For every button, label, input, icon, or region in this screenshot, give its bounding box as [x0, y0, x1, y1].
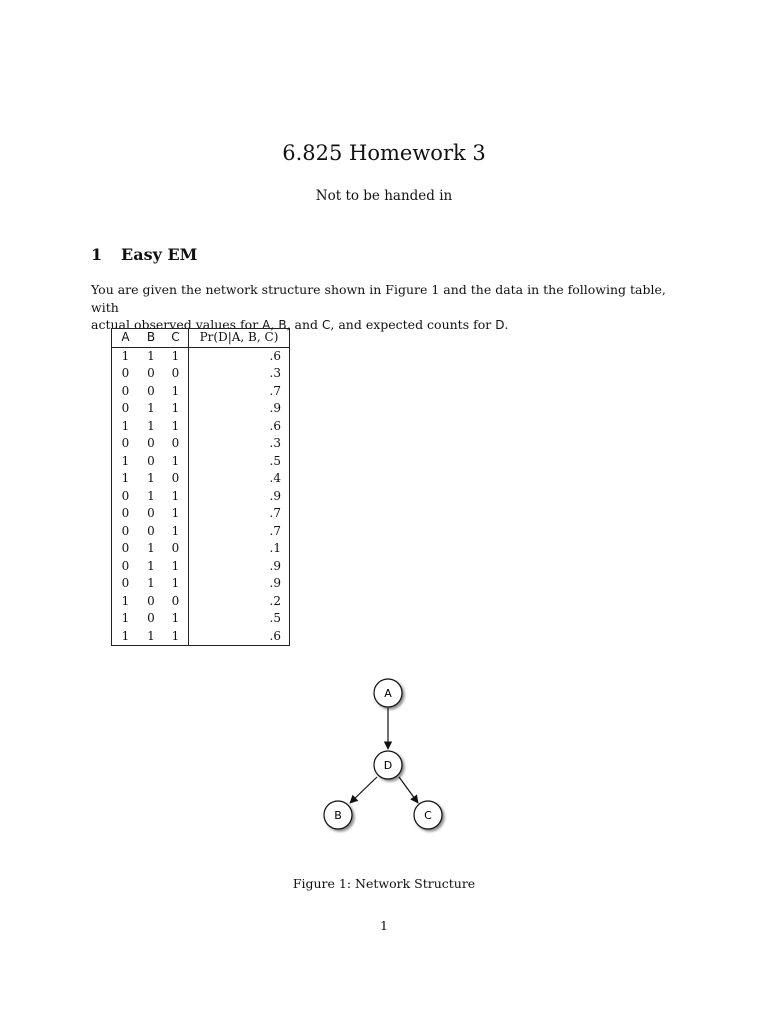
cell-c: 1 — [171, 558, 180, 573]
cell-b: 0 — [147, 611, 155, 625]
table-row — [112, 593, 290, 611]
cell-a: 0 — [121, 541, 130, 555]
table-row — [112, 365, 290, 383]
paragraph-separator: , — [270, 317, 279, 332]
cell-c: 0 — [171, 541, 180, 555]
cell-b: 1 — [147, 558, 155, 573]
cell-b: 1 — [147, 628, 155, 643]
page-number: 1 — [380, 918, 388, 933]
cell-c: 0 — [171, 436, 180, 450]
cell-probability: .9 — [189, 558, 290, 576]
table-row — [112, 418, 290, 436]
cell-a: 0 — [121, 576, 130, 590]
cell-a: 0 — [121, 558, 130, 573]
paragraph-line-1: You are given the network structure shown in Figure 1 and the data in the following table, with — [91, 282, 666, 315]
variable-a: A — [262, 318, 271, 332]
cell-probability: .6 — [189, 628, 290, 646]
cell-probability: .6 — [189, 418, 290, 436]
cell-probability: .3 — [189, 435, 290, 453]
node-a-label: A — [384, 687, 392, 700]
cell-c: 1 — [171, 611, 180, 625]
cell-c: 1 — [171, 383, 180, 398]
cell-a: 0 — [121, 366, 130, 380]
table-row — [112, 505, 290, 523]
table-row — [112, 347, 290, 365]
table-row — [112, 610, 290, 628]
cell-b: 0 — [147, 383, 155, 398]
cell-a: 1 — [121, 471, 130, 485]
paragraph-line-2: actual observed values for — [91, 317, 263, 332]
cell-a: 0 — [121, 488, 130, 503]
cell-probability: .9 — [189, 575, 290, 593]
cell-c: 1 — [171, 506, 180, 520]
table-row — [112, 435, 290, 453]
cell-a: 1 — [121, 348, 130, 363]
document-title: 6.825 Homework 3 — [282, 141, 486, 165]
cell-a: 0 — [121, 523, 130, 538]
cell-c: 1 — [171, 488, 180, 503]
cell-probability: .9 — [189, 400, 290, 418]
cell-b: 1 — [147, 418, 155, 433]
paragraph-period: . — [504, 317, 509, 332]
table-row — [112, 575, 290, 593]
cell-b: 1 — [147, 576, 155, 590]
table-header-row — [112, 329, 290, 348]
cell-c: 1 — [171, 401, 180, 415]
table-row — [112, 540, 290, 558]
cell-c: 1 — [171, 453, 180, 468]
cell-b: 1 — [147, 401, 155, 415]
cell-a: 1 — [121, 611, 130, 625]
figure-caption: Figure 1: Network Structure — [292, 876, 476, 891]
table-row — [112, 470, 290, 488]
table-row — [112, 488, 290, 506]
cell-probability: .2 — [189, 593, 290, 611]
variable-d: D — [495, 318, 505, 332]
section-heading — [91, 245, 197, 264]
cell-b: 1 — [147, 348, 155, 363]
document-subtitle: Not to be handed in — [315, 188, 453, 204]
node-c-label: C — [424, 809, 432, 822]
edge-d-to-b — [350, 777, 377, 803]
variable-c: C — [322, 318, 331, 332]
cell-a: 0 — [121, 506, 130, 520]
cell-probability: .4 — [189, 470, 290, 488]
table-body — [112, 347, 290, 646]
node-d-label: D — [383, 759, 393, 772]
cell-c: 1 — [171, 348, 180, 363]
section-number: 1 — [91, 245, 103, 264]
table-row — [112, 558, 290, 576]
cell-a: 0 — [121, 401, 130, 415]
variable-b: B — [278, 318, 287, 332]
cell-probability: .3 — [189, 365, 290, 383]
column-header-b: B — [139, 329, 163, 348]
cell-a: 0 — [121, 436, 130, 450]
cell-b: 1 — [147, 541, 155, 555]
cell-probability: .9 — [189, 488, 290, 506]
paragraph-separator: , and — [286, 317, 322, 332]
cell-probability: .1 — [189, 540, 290, 558]
cell-b: 0 — [147, 593, 155, 608]
table-row — [112, 400, 290, 418]
table-row — [112, 523, 290, 541]
cell-b: 0 — [147, 523, 155, 538]
cell-b: 0 — [147, 453, 155, 468]
cell-c: 0 — [171, 471, 180, 485]
cell-a: 1 — [121, 418, 130, 433]
cell-probability: .7 — [189, 505, 290, 523]
cell-probability: .5 — [189, 453, 290, 471]
cell-b: 0 — [147, 366, 155, 380]
table-row — [112, 453, 290, 471]
cell-b: 0 — [147, 506, 155, 520]
cell-probability: .5 — [189, 610, 290, 628]
column-header-a: A — [112, 329, 140, 348]
table-row — [112, 628, 290, 646]
cell-c: 0 — [171, 593, 180, 608]
cell-c: 1 — [171, 576, 180, 590]
cell-probability: .7 — [189, 523, 290, 541]
cell-a: 1 — [121, 453, 130, 468]
table-row — [112, 383, 290, 401]
cell-probability: .6 — [189, 347, 290, 365]
column-header-probability: Pr(D|A, B, C) — [189, 329, 290, 348]
cell-c: 1 — [171, 628, 180, 643]
cell-a: 1 — [121, 628, 130, 643]
cell-probability: .7 — [189, 383, 290, 401]
data-table — [111, 328, 290, 646]
section-title: Easy EM — [121, 245, 198, 264]
column-header-c: C — [163, 329, 189, 348]
cell-b: 1 — [147, 488, 155, 503]
cell-a: 1 — [121, 593, 130, 608]
cell-b: 0 — [147, 436, 155, 450]
node-b-label: B — [334, 809, 342, 822]
network-structure-diagram — [300, 670, 470, 845]
cell-a: 0 — [121, 383, 130, 398]
cell-c: 1 — [171, 418, 180, 433]
edge-d-to-c — [399, 777, 418, 803]
intro-paragraph — [91, 281, 691, 335]
cell-c: 1 — [171, 523, 180, 538]
cell-c: 0 — [171, 366, 180, 380]
cell-b: 1 — [147, 471, 155, 485]
paragraph-text: , and expected counts for — [330, 317, 496, 332]
